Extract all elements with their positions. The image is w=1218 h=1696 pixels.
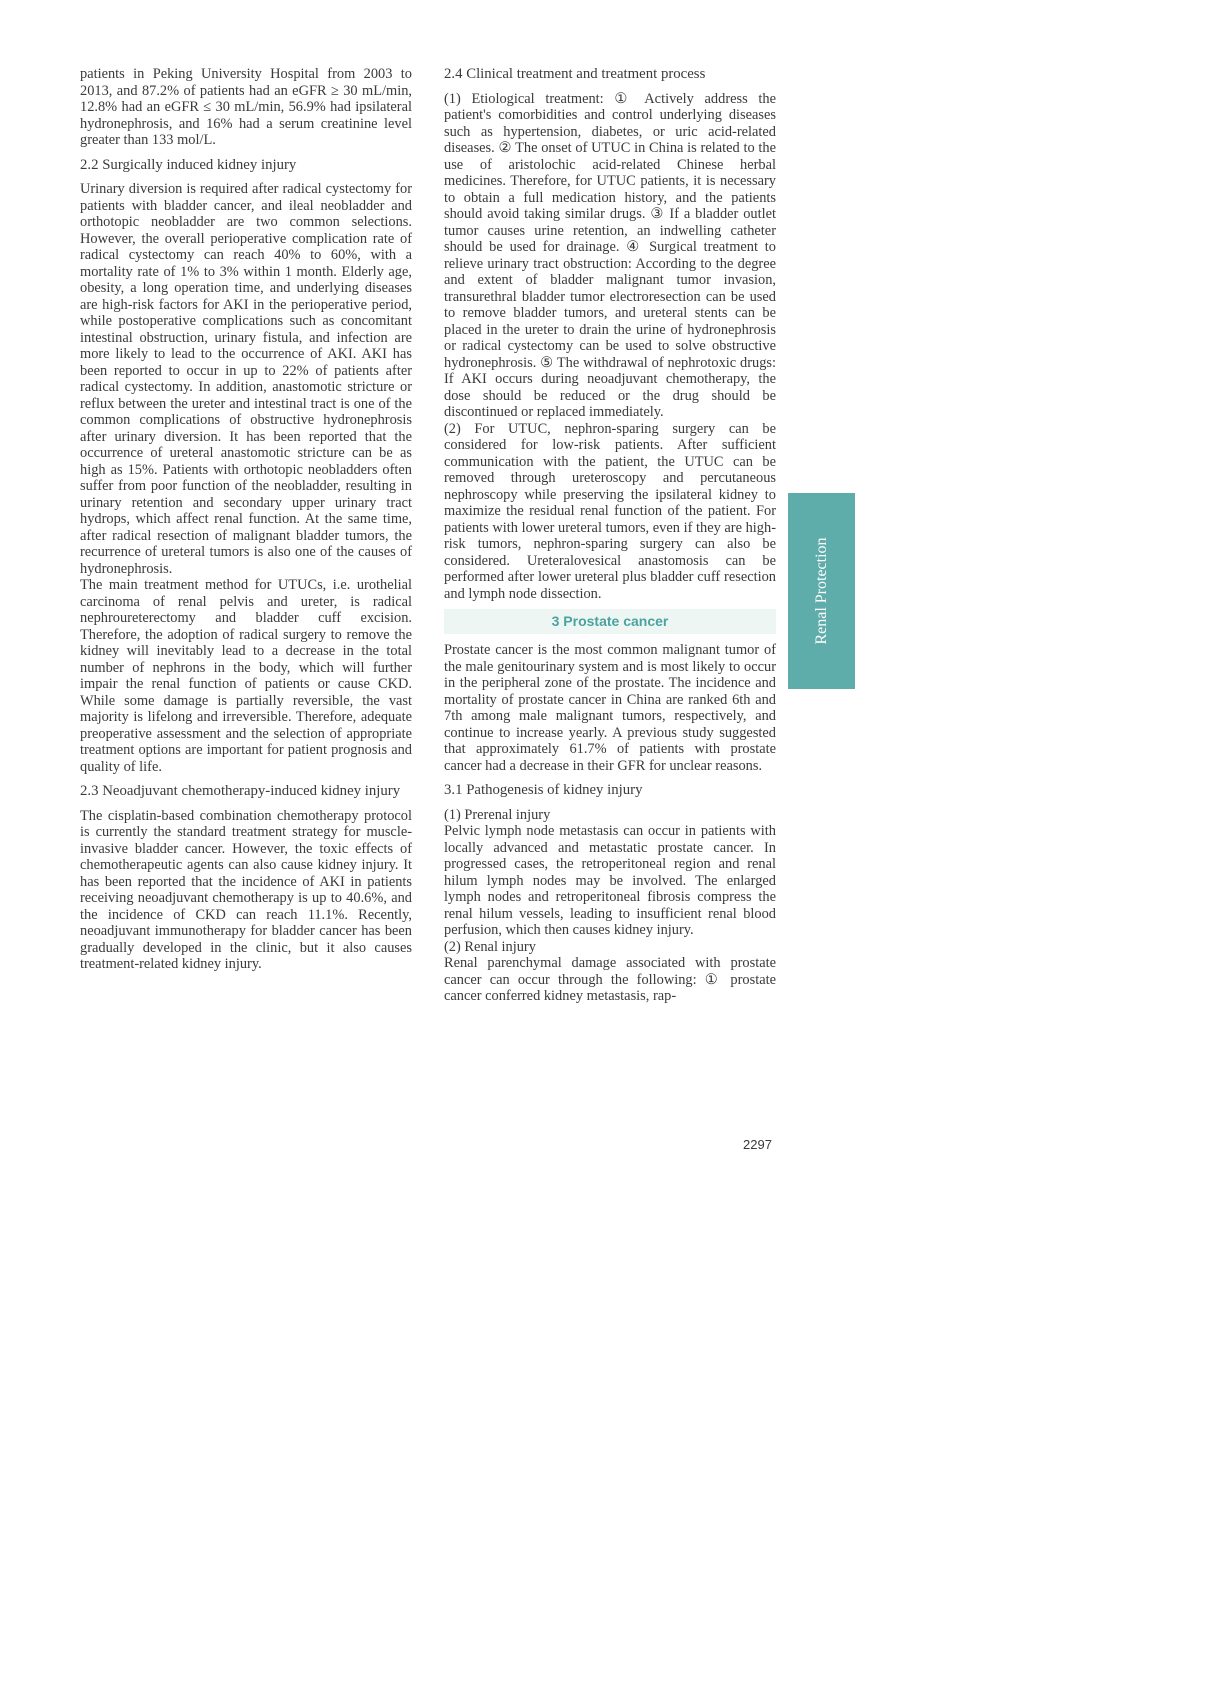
- heading-2-2: 2.2 Surgically induced kidney injury: [80, 156, 297, 173]
- page-number: 2297: [743, 1137, 772, 1152]
- side-tab-label: Renal Protection: [812, 537, 830, 645]
- side-tab: [788, 493, 855, 689]
- heading-2-4: 2.4 Clinical treatment and treatment process: [444, 66, 706, 82]
- heading-2-3: 2.3 Neoadjuvant chemotherapy-induced kidney injury: [80, 783, 401, 799]
- heading-3-1: 3.1 Pathogenesis of kidney injury: [444, 782, 643, 798]
- paragraph-3: Prostate cancer is the most common malignant tumor of the male genitourinary system and is most likely to occur in the peripheral zone of the prostate. The incidence and mortality of prostate cancer in China are ranked 6th and 7th among male malignant tumors, respectively, and continue to increase yearly. A previous study suggested that approximately 61.7% of patients with prostate cancer had a decrease in their GFR for unclear reasons.: [444, 642, 776, 774]
- left-column: [80, 66, 412, 973]
- paragraph-2-2b: The main treatment method for UTUCs, i.e. urothelial carcinoma of renal pelvis and ureter, is radical nephroureterectomy and bladder cuff excision. Therefore, the adoption of radical surgery to remove the kidney will inevitably lead to a decrease in the total number of nephrons in the body, which will further impair the renal function of patients or cause CKD. While some damage is partially reversible, the vast majority is lifelong and irreversible. Therefore, adequate preoperative assessment and the selection of appropriate treatment options are important for patient prognosis and quality of life.: [80, 577, 412, 775]
- paragraph-2-2a: Urinary diversion is required after radical cystectomy for patients with bladder cancer, and ileal neobladder and orthotopic neobladder are two common selections. However, the overall perioperative complication rate of radical cystectomy can reach 40% to 60%, with a mortality rate of 1% to 3% within 1 month. Elderly age, obesity, a long operation time, and underlying diseases are high-risk factors for AKI in the perioperative period, while postoperative complications such as concomitant intestinal obstruction, urinary fistula, and infection are more likely to lead to the occurrence of AKI. AKI has been reported to occur in up to 22% of patients after radical cystectomy. In addition, anastomotic stricture or reflux between the ureter and intestinal tract is one of the common complications of obstructive hydronephrosis after urinary diversion. It has been reported that the occurrence of ureteral anastomotic stricture can be as high as 15%. Patients with orthotopic neobladders often suffer from poor function of the neobladder, resulting in urinary retention and secondary upper urinary tract hydrops, which affect renal function. At the same time, after radical resection of malignant bladder tumors, the recurrence of ureteral tumors is also one of the causes of hydronephrosis.: [80, 181, 412, 577]
- paragraph-3-1a: Pelvic lymph node metastasis can occur in patients with locally advanced and metastatic prostate cancer. In progressed cases, the retroperitoneal region and renal hilum lymph nodes may be involved. The enlarged lymph nodes and retroperitoneal fibrosis compress the renal hilum vessels, leading to insufficient renal blood perfusion, which then causes kidney injury.: [444, 823, 776, 938]
- paragraph-2-3: The cisplatin-based combination chemotherapy protocol is currently the standard treatment strategy for muscle-invasive bladder cancer. However, the toxic effects of chemotherapeutic agents can also cause kidney injury. It has been reported that the incidence of AKI in patients receiving neoadjuvant chemotherapy is up to 40.6%, and the incidence of CKD can reach 11.1%. Recently, neoadjuvant immunotherapy for bladder cancer has been gradually developed in the clinic, but it also causes treatment-related kidney injury.: [80, 807, 412, 972]
- intro-paragraph: patients in Peking University Hospital from 2003 to 2013, and 87.2% of patients had an eGFR ≥ 30 mL/min, 12.8% had an eGFR ≤ 30 mL/min, 56.9% had ipsilateral hydronephrosis, and 16% had a serum creatinine level greater than 133 mol/L.: [80, 66, 412, 148]
- paragraph-2-4a: (1) Etiological treatment: ① Actively address the patient's comorbidities and control underlying diseases such as hypertension, diabetes, or uric acid-related diseases. ② The onset of UTUC in China is related to the use of aristolochic acid-related Chinese herbal medicines. Therefore, for UTUC patients, it is necessary to obtain a full medication history, and the patients should avoid taking similar drugs. ③ If a bladder outlet tumor causes urine retention, an indwelling catheter should be used for drainage. ④ Surgical treatment to relieve urinary tract obstruction: According to the degree and extent of bladder malignant tumor invasion, transurethral bladder tumor electroresection can be used to remove bladder tumors, and ureteral stents can be placed in the ureter to drain the urine of hydronephrosis or radical cystectomy can be used to solve obstructive hydronephrosis. ⑤ The withdrawal of nephrotoxic drugs: If AKI occurs during neoadjuvant chemotherapy, the dose should be reduced or the drug should be discontinued or replaced immediately.: [444, 90, 776, 420]
- right-column: [444, 66, 776, 1005]
- subheading-prerenal: (1) Prerenal injury: [444, 806, 551, 823]
- subheading-renal: (2) Renal injury: [444, 938, 536, 955]
- paragraph-2-4b: (2) For UTUC, nephron-sparing surgery can be considered for low-risk patients. After sufficient communication with the patient, the UTUC can be removed through ureteroscopy and percutaneous nephroscopy while preserving the ipsilateral kidney to maximize the residual renal function of the patient. For patients with lower ureteral tumors, even if they are high-risk tumors, nephron-sparing surgery can also be considered. Ureteralovesical anastomosis can be performed after lower ureteral plus bladder cuff resection and lymph node dissection.: [444, 420, 776, 602]
- paragraph-3-1b: Renal parenchymal damage associated with prostate cancer can occur through the following: ① prostate cancer conferred kidney metastasis, rap-: [444, 955, 776, 1004]
- section-heading-3: 3 Prostate cancer: [444, 609, 776, 634]
